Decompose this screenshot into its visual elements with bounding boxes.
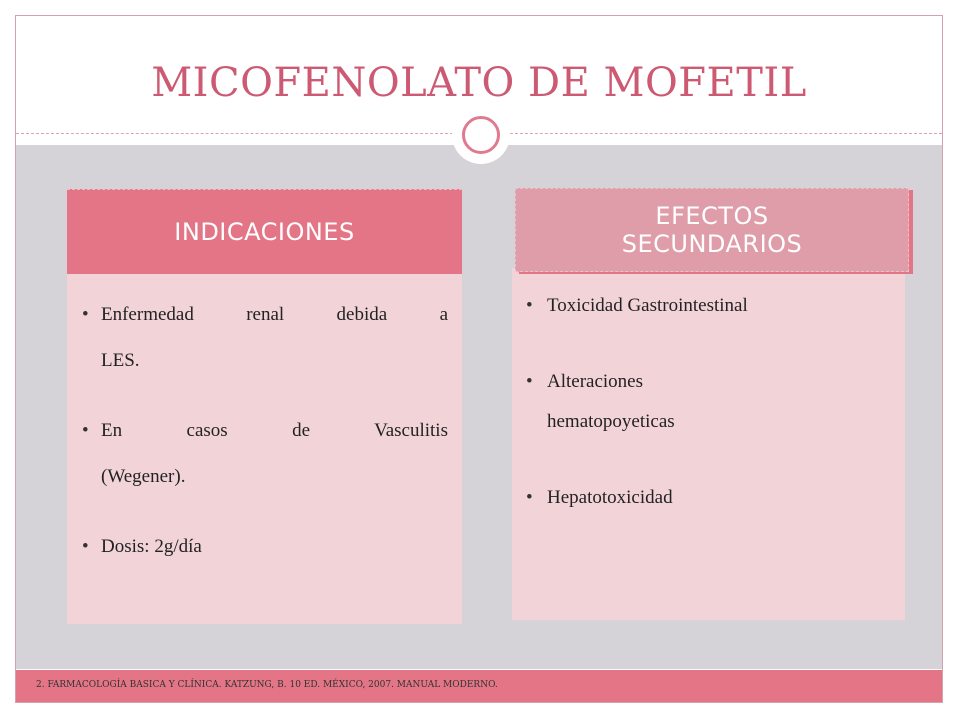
decorative-ring-icon xyxy=(462,116,500,154)
indicaciones-list xyxy=(76,292,448,570)
list-item xyxy=(76,408,448,500)
list-item-text: hematopoyeticas xyxy=(547,411,675,432)
footer-citation: 2. FARMACOLOGÍA BASICA Y CLÍNICA. KATZUNG, B. 10 ED. MÉXICO, 2007. MANUAL MODERNO. xyxy=(36,680,498,690)
slide-title: MICOFENOLATO DE MOFETIL xyxy=(151,60,807,106)
list-item-text: Hepatotoxicidad xyxy=(547,487,673,508)
indicaciones-header-label: INDICACIONES xyxy=(174,218,355,246)
list-item-text: Toxicidad Gastrointestinal xyxy=(547,295,748,316)
list-item-text: • Alteraciones xyxy=(547,371,644,392)
efectos-header-label-line2: SECUNDARIOS xyxy=(621,230,803,258)
list-item xyxy=(76,292,448,384)
list-item-text: (Wegener). xyxy=(101,466,186,487)
footer-bar xyxy=(16,670,942,702)
efectos-list xyxy=(520,286,890,518)
efectos-header xyxy=(515,188,909,272)
list-item xyxy=(76,524,448,570)
list-item-text: • En casos de Vasculitis xyxy=(101,420,448,441)
list-item-text: Dosis: 2g/día xyxy=(101,536,202,557)
list-item xyxy=(520,362,890,442)
efectos-header-label-line1: EFECTOS xyxy=(655,202,769,230)
indicaciones-header xyxy=(67,189,462,274)
list-item-text: LES. xyxy=(101,350,140,371)
list-item xyxy=(520,478,890,518)
list-item xyxy=(520,286,890,326)
list-item-text: • Enfermedad renal debida a xyxy=(101,304,448,325)
